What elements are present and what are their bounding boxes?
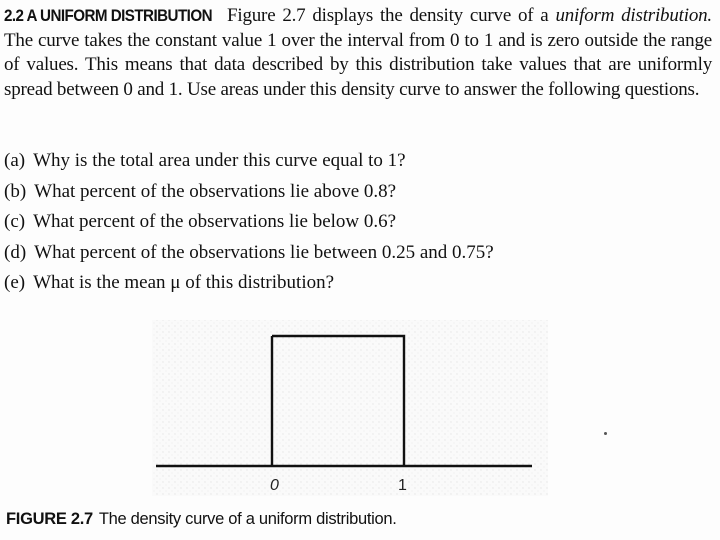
figure-caption-text: The density curve of a uniform distribution. bbox=[98, 510, 397, 528]
tick-label-1: 1 bbox=[398, 477, 407, 494]
question-letter: (e) bbox=[4, 272, 26, 293]
problem-text-2: The curve takes the constant value 1 over the interval from 0 to 1 and is zero outside the range of values. This means that data described by this distribution take values that are uniformly spread between 0 and 1. Use areas under this density curve to answer the following questions. bbox=[4, 29, 712, 100]
question-letter: (d) bbox=[4, 241, 27, 263]
problem-paragraph bbox=[4, 4, 712, 102]
question-a bbox=[4, 146, 644, 177]
question-letter: (a) bbox=[4, 150, 26, 171]
question-text: What percent of the observations lie between 0.25 and 0.75? bbox=[34, 241, 494, 263]
figure-background bbox=[152, 320, 548, 496]
scan-speck bbox=[604, 432, 607, 435]
question-letter: (c) bbox=[4, 211, 26, 232]
density-curve-svg bbox=[150, 318, 550, 498]
question-text: Why is the total area under this curve equal to 1? bbox=[33, 150, 406, 171]
question-text: What percent of the observations lie below 0.6? bbox=[33, 211, 397, 232]
tick-label-0: 0 bbox=[270, 477, 279, 494]
figure-caption bbox=[6, 510, 397, 529]
question-text: What is the mean μ of this distribution? bbox=[33, 272, 335, 293]
uniform-density-figure bbox=[150, 318, 550, 498]
question-d bbox=[4, 238, 644, 269]
question-letter: (b) bbox=[4, 180, 27, 202]
problem-italic-term: uniform distribution. bbox=[555, 5, 712, 26]
problem-text-1: Figure 2.7 displays the density curve of a bbox=[227, 5, 549, 26]
question-list bbox=[4, 146, 644, 299]
question-text: What percent of the observations lie above 0.8? bbox=[34, 180, 397, 202]
figure-label: FIGURE 2.7 bbox=[6, 510, 93, 528]
question-e bbox=[4, 268, 644, 299]
question-b bbox=[4, 177, 644, 208]
problem-title: 2.2 A UNIFORM DISTRIBUTION bbox=[4, 7, 213, 25]
question-c bbox=[4, 207, 644, 238]
